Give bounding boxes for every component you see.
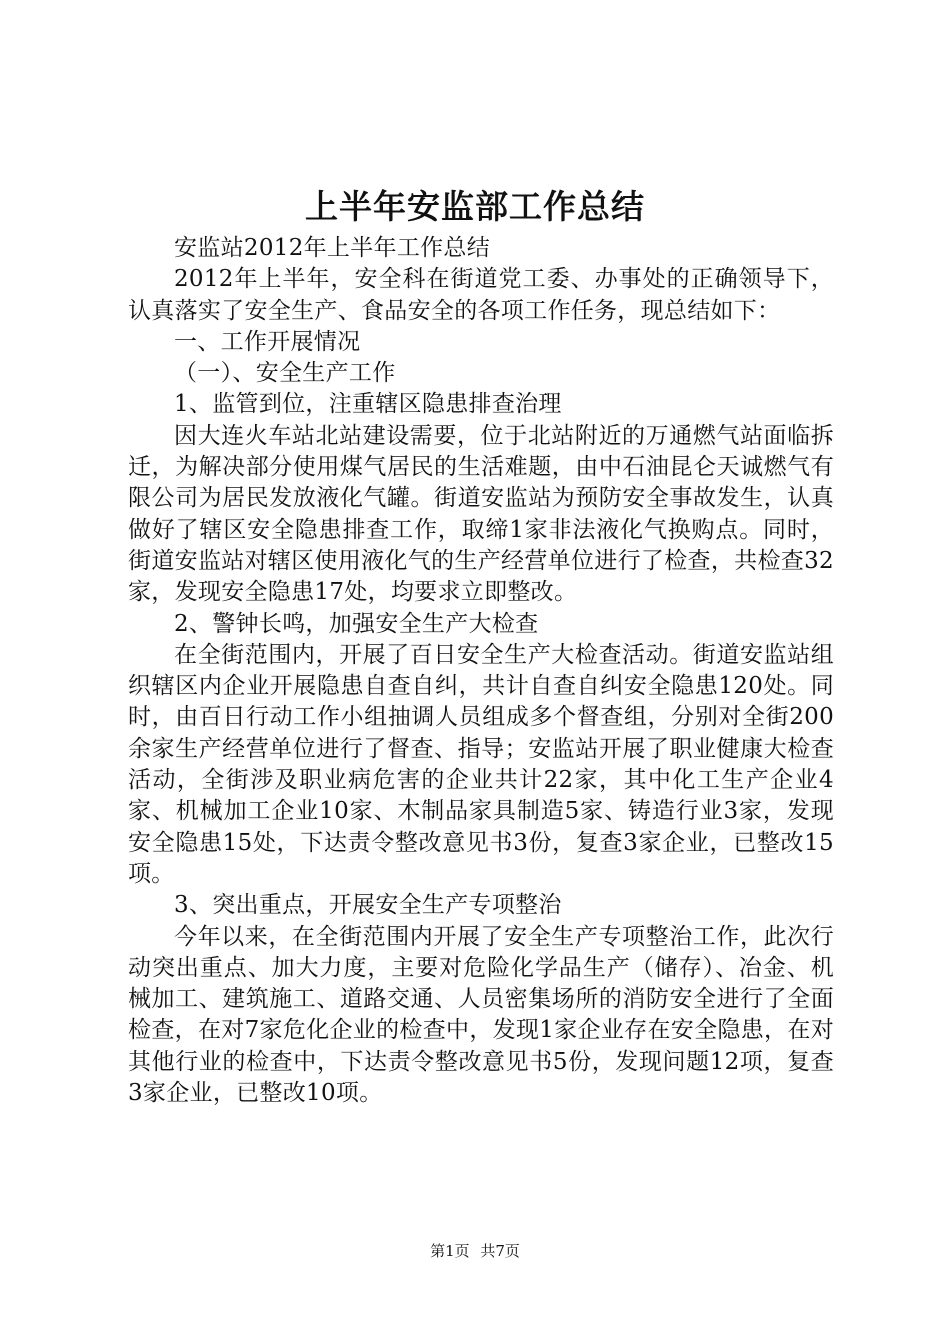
paragraph: 安监站2012年上半年工作总结 — [174, 235, 491, 261]
page-number: 第1页 — [430, 1242, 470, 1260]
paragraph: 2012年上半年，安全科在街道党工委、办事处的正确领导下，认真落实了安全生产、食品安全的各项工作任务，现总结如下： — [128, 266, 834, 324]
item-heading: 1、监管到位，注重辖区隐患排查治理 — [174, 391, 562, 418]
page-footer — [0, 1241, 950, 1261]
document-title: 上半年安监部工作总结 — [305, 187, 645, 226]
section-heading: 一、工作开展情况 — [174, 328, 361, 355]
document-body — [128, 233, 834, 1109]
paragraph: 今年以来，在全街范围内开展了安全生产专项整治工作，此次行动突出重点、加大力度，主要对危险化学品生产（储存）、冶金、机械加工、建筑施工、道路交通、人员密集场所的消防安全进行了全面检查，在对7家危化企业的检查中，发现1家企业存在安全隐患，在对其他行业的检查中，下达责令整改意见书5份，发现问题12项，复查3家企业，已整改10项。 — [128, 923, 834, 1107]
subsection-heading: （一）、安全生产工作 — [174, 360, 396, 387]
paragraph: 在全街范围内，开展了百日安全生产大检查活动。街道安监站组织辖区内企业开展隐患自查自纠，共计自查自纠安全隐患120处。同时，由百日行动工作小组抽调人员组成多个督查组，分别对全街200余家生产经营单位进行了督查、指导；安监站开展了职业健康大检查活动，全街涉及职业病危害的企业共计22家，其中化工生产企业4家、机械加工企业10家、木制品家具制造5家、铸造行业3家，发现安全隐患15处，下达责令整改意见书3份，复查3家企业，已整改15项。 — [128, 641, 834, 887]
item-heading: 2、警钟长鸣，加强安全生产大检查 — [174, 610, 539, 637]
item-heading: 3、突出重点，开展安全生产专项整治 — [174, 892, 562, 919]
paragraph: 因大连火车站北站建设需要，位于北站附近的万通燃气站面临拆迁，为解决部分使用煤气居民的生活难题，由中石油昆仑天诚燃气有限公司为居民发放液化气罐。街道安监站为预防安全事故发生，认真做好了辖区安全隐患排查工作，取缔1家非法液化气换购点。同时，街道安监站对辖区使用液化气的生产经营单位进行了检查，共检查32家，发现安全隐患17处，均要求立即整改。 — [128, 422, 834, 606]
page-total: 共7页 — [480, 1242, 520, 1260]
